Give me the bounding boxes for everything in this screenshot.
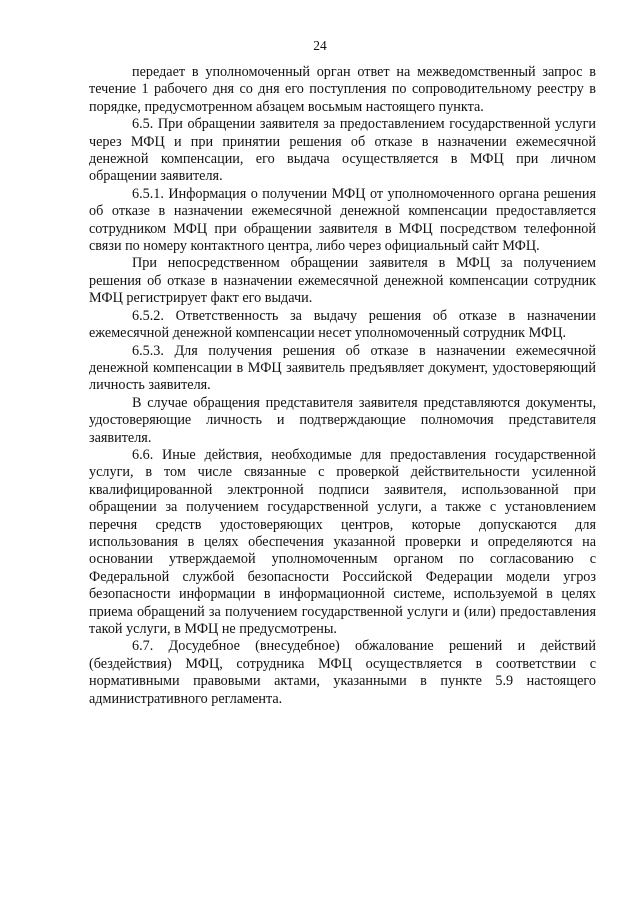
paragraph-6-5: 6.5. При обращении заявителя за предоставлением государственной услуги через МФЦ и при принятии решения об отказе в назначении ежемесячной денежной компенсации, его выдача осуществляется в МФЦ при личном обращении заявителя.	[89, 116, 596, 185]
paragraph-6-5-1-direct-visit: При непосредственном обращении заявителя в МФЦ за получением решения об отказе в назначении ежемесячной денежной компенсации сотрудник МФЦ регистрирует факт его выдачи.	[89, 255, 596, 307]
page-number: 24	[313, 38, 327, 53]
document-body	[89, 64, 596, 708]
paragraph-6-5-3: 6.5.3. Для получения решения об отказе в назначении ежемесячной денежной компенсации в МФЦ заявитель предъявляет документ, удостоверяющий личность заявителя.	[89, 342, 596, 394]
paragraph-6-5-1: 6.5.1. Информация о получении МФЦ от уполномоченного органа решения об отказе в назначении ежемесячной денежной компенсации предоставляется сотрудником МФЦ при обращении заявителя в МФЦ посредством телефонной связи по номеру контактного центра, либо через официальный сайт МФЦ.	[89, 185, 596, 255]
paragraph-6-7: 6.7. Досудебное (внесудебное) обжалование решений и действий (бездействия) МФЦ, сотрудника МФЦ осуществляется в соответствии с нормативными правовыми актами, указанными в пункте 5.9 настоящего административного регламента.	[89, 638, 596, 707]
paragraph-6-5-2: 6.5.2. Ответственность за выдачу решения об отказе в назначении ежемесячной денежной компенсации несет уполномоченный сотрудник МФЦ.	[89, 307, 596, 342]
paragraph-6-5-3-representative: В случае обращения представителя заявителя представляются документы, удостоверяющие личность и подтверждающие полномочия представителя заявителя.	[89, 394, 596, 446]
paragraph-6-6: 6.6. Иные действия, необходимые для предоставления государственной услуги, в том числе связанные с проверкой действительности усиленной квалифицированной электронной подписи заявителя, использованной при обращении за получением государственной услуги, а также с установлением перечня средств удостоверяющих центров, которые допускаются для использования в целях обеспечения указанной проверки и определяются на основании утверждаемой уполномоченным органом по согласованию с Федеральной службой безопасности Российской Федерации модели угроз безопасности информации в информационной системе, используемой в целях приема обращений за получением государственной услуги и (или) предоставления такой услуги, в МФЦ не предусмотрены.	[89, 446, 596, 637]
paragraph-continuation: передает в уполномоченный орган ответ на межведомственный запрос в течение 1 рабочего дня со дня его поступления по сопроводительному реестру в порядке, предусмотренном абзацем восьмым настоящего пункта.	[89, 64, 596, 115]
